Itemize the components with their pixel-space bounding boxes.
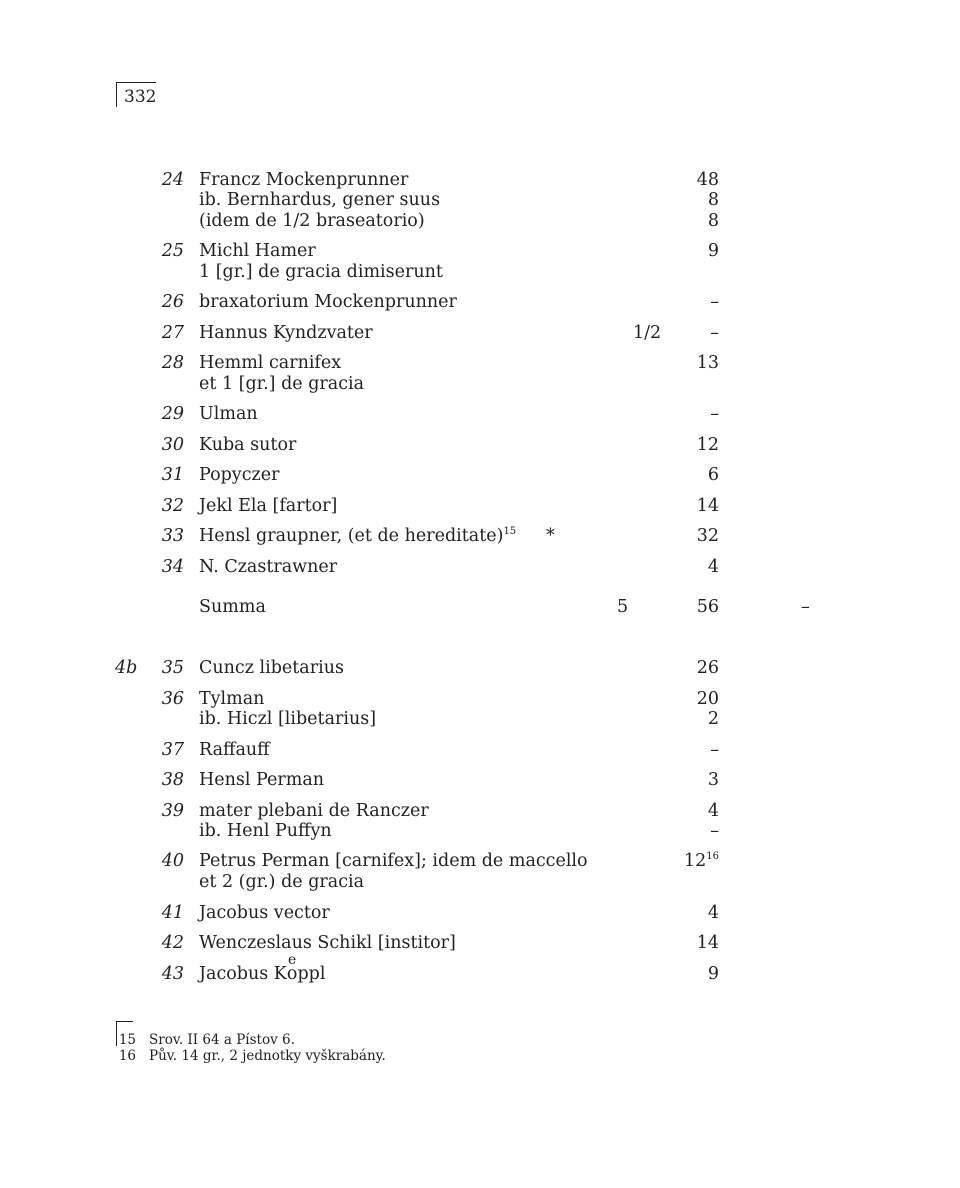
amount-value: 32 <box>696 526 719 546</box>
amount-value: $12^{16}$ <box>683 851 719 871</box>
amount-value: – <box>710 292 719 312</box>
folio-label: 4b <box>115 658 138 678</box>
entry-text: 1 [gr.] de gracia dimiserunt <box>199 262 443 282</box>
entry-number: 37 <box>161 740 184 760</box>
entry-text: ib. Henl Puffyn <box>199 821 332 841</box>
entry-number: 34 <box>161 557 184 577</box>
entry-text: et 2 (gr.) de gracia <box>199 872 365 892</box>
footnote-text: Pův. 14 gr., 2 jednotky vyškrabány. <box>149 1048 386 1064</box>
amount-value: 14 <box>696 933 719 953</box>
entry-text: Raffauff <box>199 740 270 760</box>
amount-value: 9 <box>707 241 719 261</box>
entry-number: 24 <box>161 170 184 190</box>
entry-number: 29 <box>161 404 184 424</box>
entry-number: 28 <box>161 353 184 373</box>
amount-value: 9 <box>707 964 719 984</box>
amount-value: 4 <box>707 903 719 923</box>
entry-number: 43 <box>161 964 184 984</box>
entry-text: (idem de 1/2 braseatorio) <box>199 211 425 231</box>
entry-text: Ulman <box>199 404 258 424</box>
entry-text: Kuba sutor <box>199 435 297 455</box>
footnote-ref: 16 <box>706 851 719 862</box>
amount-value: 14 <box>696 496 719 516</box>
entry-text: Michl Hamer <box>199 241 316 261</box>
entry-text: N. Czastrawner <box>199 557 338 577</box>
footnote-number: 15 <box>118 1032 136 1048</box>
amount-value: – <box>710 404 719 424</box>
accented-letter: o e <box>286 952 298 984</box>
amount-value: 8 <box>707 211 719 231</box>
amount-value: – <box>710 821 719 841</box>
entry-number: 31 <box>161 465 184 485</box>
entry-text: Jekl Ela [fartor] <box>199 496 338 516</box>
entry-number: 40 <box>161 851 184 871</box>
amount-value: – <box>710 323 719 343</box>
amount-value: 20 <box>696 689 719 709</box>
amount-value: 2 <box>707 709 719 729</box>
sum-value-first: 5 <box>617 597 629 617</box>
entry-text: Wenczeslaus Schikl [institor] <box>199 933 456 953</box>
entry-text: Petrus Perman [carnifex]; idem de maccello <box>199 851 588 871</box>
amount-value: 4 <box>707 557 719 577</box>
entry-text: Francz Mockenprunner <box>199 170 409 190</box>
sum-value-last: – <box>801 597 810 617</box>
fraction-value: 1/2 <box>633 323 662 343</box>
entry-text: Hensl graupner, (et de hereditate)$^{15}$ <box>199 526 517 546</box>
entry-text: mater plebani de Ranczer <box>199 801 429 821</box>
entry-text: Summa <box>199 597 266 617</box>
entry-number: 27 <box>161 323 184 343</box>
page-number: 332 <box>116 82 156 107</box>
entry-number: 39 <box>161 801 184 821</box>
entry-text: Jacobus Ko e ppl <box>199 952 326 984</box>
entry-text: ib. Hiczl [libetarius] <box>199 709 377 729</box>
entry-number: 26 <box>161 292 184 312</box>
entry-text: Hensl Perman <box>199 770 325 790</box>
amount-value: 8 <box>707 190 719 210</box>
entry-text: Cuncz libetarius <box>199 658 344 678</box>
star-mark: * <box>546 526 555 546</box>
entry-number: 30 <box>161 435 184 455</box>
entry-number: 42 <box>161 933 184 953</box>
footnote-number: 16 <box>118 1048 136 1064</box>
amount-value: 6 <box>707 465 719 485</box>
accent-mark: e <box>288 952 297 968</box>
amount-value: 4 <box>707 801 719 821</box>
entry-text: Tylman <box>199 689 265 709</box>
footnote-ref: 15 <box>503 526 517 537</box>
entry-number: 41 <box>161 903 184 923</box>
entry-number: 32 <box>161 496 184 516</box>
amount-value: 13 <box>696 353 719 373</box>
amount-value: 12 <box>696 435 719 455</box>
footnote-text: Srov. II 64 a Pístov 6. <box>149 1032 295 1048</box>
entry-number: 25 <box>161 241 184 261</box>
amount-value: 48 <box>696 170 719 190</box>
entry-text: ib. Bernhardus, gener suus <box>199 190 441 210</box>
amount-value: – <box>710 740 719 760</box>
entry-number: 38 <box>161 770 184 790</box>
amount-value: 56 <box>696 597 719 617</box>
entry-number: 36 <box>161 689 184 709</box>
entry-text: Jacobus vector <box>199 903 330 923</box>
entry-number: 35 <box>161 658 184 678</box>
entry-text: Hemml carnifex <box>199 353 342 373</box>
entry-text: et 1 [gr.] de gracia <box>199 374 365 394</box>
amount-value: 26 <box>696 658 719 678</box>
entry-number: 33 <box>161 526 184 546</box>
amount-value: 3 <box>707 770 719 790</box>
entry-text: Hannus Kyndzvater <box>199 323 373 343</box>
entry-text: Popyczer <box>199 465 280 485</box>
entry-text: braxatorium Mockenprunner <box>199 292 457 312</box>
